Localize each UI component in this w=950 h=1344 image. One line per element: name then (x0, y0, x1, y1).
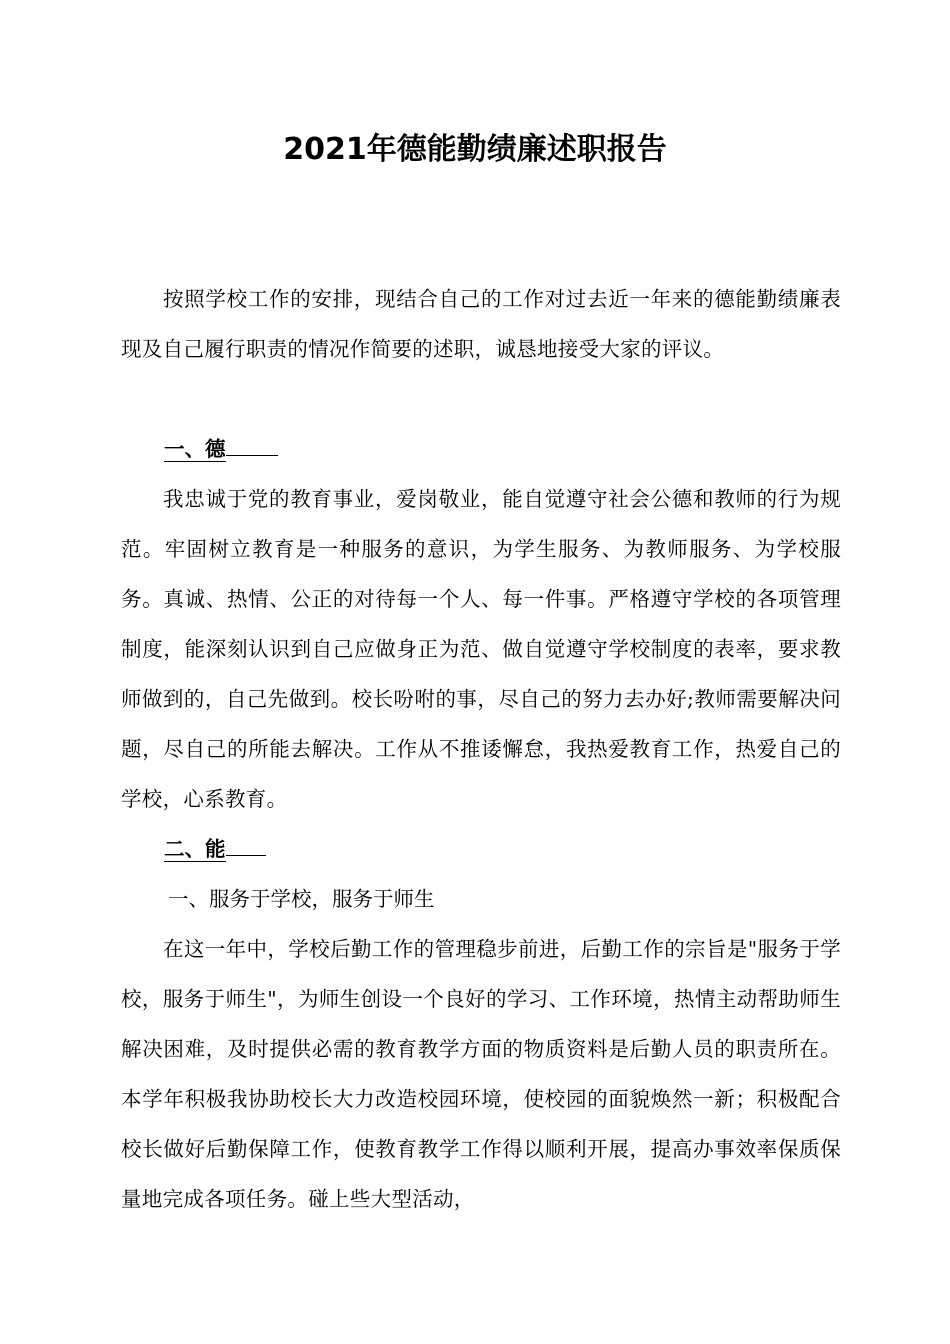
heading-underline (226, 854, 266, 856)
section-heading-de (164, 424, 278, 474)
section-heading-de-text: 一、德 (164, 437, 226, 461)
section-heading-neng-text: 二、能 (164, 837, 226, 861)
section-neng-subheading: 一、服务于学校，服务于师生 (168, 887, 435, 911)
section-neng-paragraph: 在这一年中，学校后勤工作的管理稳步前进，后勤工作的宗旨是"服务于学校，服务于师生"，为师生创设一个良好的学习、工作环境，热情主动帮助师生解决困难，及时提供必需的教育教学方面的物质资料是后勤人员的职责所在。本学年积极我协助校长大力改造校园环境，使校园的面貌焕然一新；积极配合校长做好后勤保障工作，使教育教学工作得以顺利开展，提高办事效率保质保量地完成各项任务。碰上些大型活动， (121, 937, 841, 1211)
heading-underline (226, 454, 278, 456)
document-title: 2021年德能勤绩廉述职报告 (283, 132, 667, 167)
section-heading-neng (164, 824, 266, 874)
section-de-paragraph: 我忠诚于党的教育事业，爱岗敬业，能自觉遵守社会公德和教师的行为规范。牢固树立教育是一种服务的意识，为学生服务、为教师服务、为学校服务。真诚、热情、公正的对待每一个人、每一件事。严格遵守学校的各项管理制度，能深刻认识到自己应做身正为范、做自觉遵守学校制度的表率，要求教师做到的，自己先做到。校长吩咐的事，尽自己的努力去办好;教师需要解决问题，尽自己的所能去解决。工作从不推诿懈怠，我热爱教育工作，热爱自己的学校，心系教育。 (121, 487, 841, 811)
intro-paragraph: 按照学校工作的安排，现结合自己的工作对过去近一年来的德能勤绩廉表现及自己履行职责的情况作简要的述职，诚恳地接受大家的评议。 (121, 287, 841, 361)
